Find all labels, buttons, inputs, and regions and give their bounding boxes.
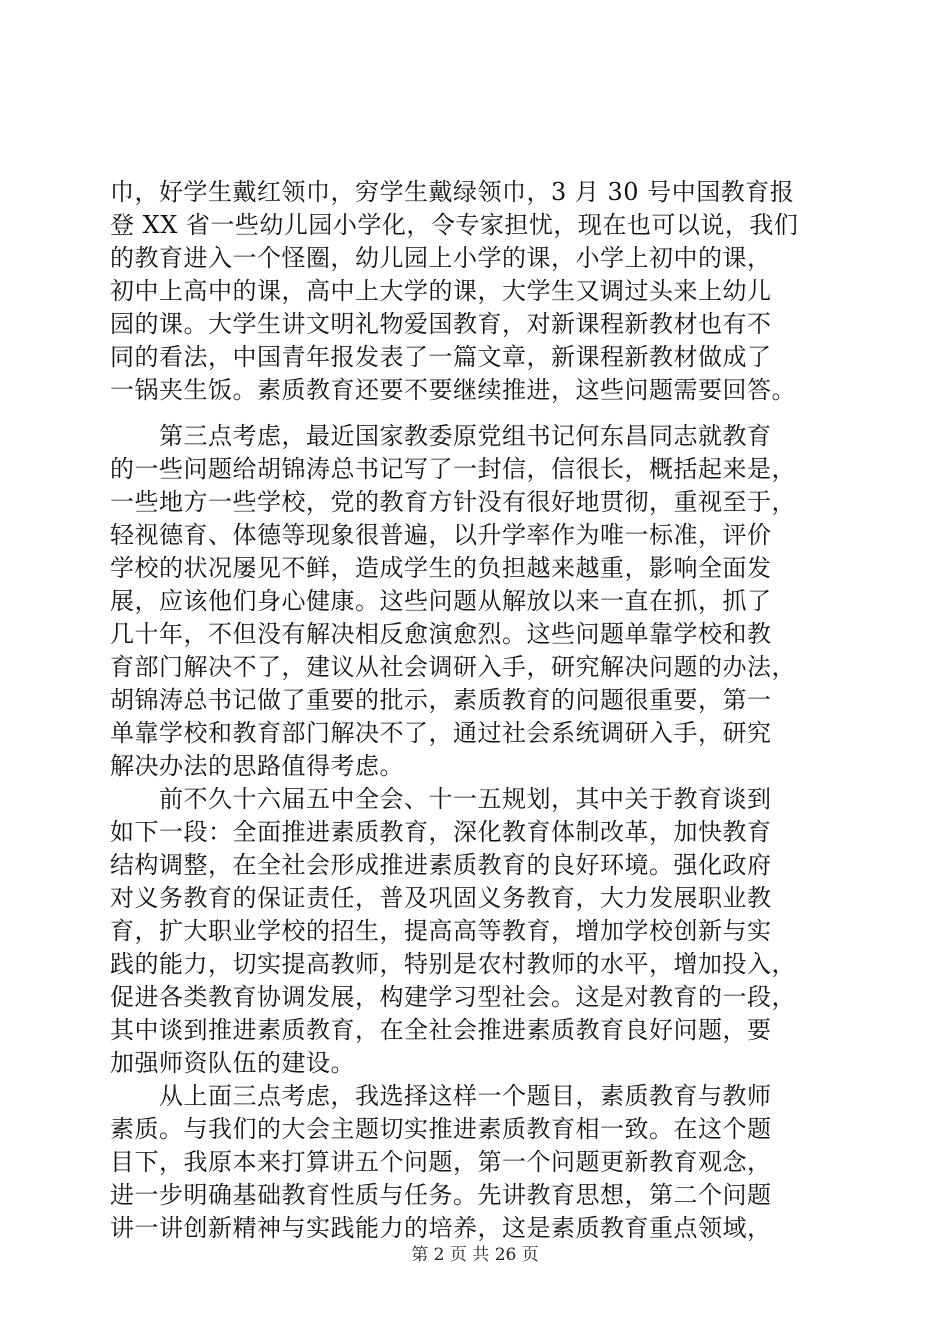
text-line: 初中上高中的课，高中上大学的课，大学生又调过头来上幼儿 <box>110 277 772 305</box>
text-line: 学校的状况屡见不鲜，造成学生的负担越来越重，影响全面发 <box>110 554 772 582</box>
text-line: 其中谈到推进素质教育，在全社会推进素质教育良好问题，要 <box>110 1016 772 1044</box>
text-line: 解决办法的思路值得考虑。 <box>110 752 404 780</box>
text-line: 对义务教育的保证责任，普及巩固义务教育，大力发展职业教 <box>110 884 772 912</box>
text-line: 同的看法，中国青年报发表了一篇文章，新课程新教材做成了 <box>110 343 772 371</box>
text-line: 的一些问题给胡锦涛总书记写了一封信，信很长，概括起来是， <box>110 455 796 483</box>
text-line: 如下一段：全面推进素质教育，深化教育体制改革，加快教育 <box>110 818 772 846</box>
text-line: 素质。与我们的大会主题切实推进素质教育相一致。在这个题 <box>110 1115 772 1143</box>
text-line: 巾，好学生戴红领巾，穷学生戴绿领巾，3 月 30 号中国教育报 <box>110 178 795 206</box>
text-line: 结构调整，在全社会形成推进素质教育的良好环境。强化政府 <box>110 851 772 879</box>
text-line: 进一步明确基础教育性质与任务。先讲教育思想，第二个问题 <box>110 1181 772 1209</box>
text-line: 的教育进入一个怪圈，幼儿园上小学的课，小学上初中的课， <box>110 244 772 272</box>
text-line: 单靠学校和教育部门解决不了，通过社会系统调研入手，研究 <box>110 719 772 747</box>
text-line: 一锅夹生饭。素质教育还要不要继续推进，这些问题需要回答。 <box>110 376 796 404</box>
text-line: 展，应该他们身心健康。这些问题从解放以来一直在抓，抓了 <box>110 587 772 615</box>
text-line: 几十年，不但没有解决相反愈演愈烈。这些问题单靠学校和教 <box>110 620 772 648</box>
text-line: 园的课。大学生讲文明礼物爱国教育，对新课程新教材也有不 <box>110 310 772 338</box>
text-line: 目下，我原本来打算讲五个问题，第一个问题更新教育观念， <box>110 1148 772 1176</box>
text-line: 促进各类教育协调发展，构建学习型社会。这是对教育的一段， <box>110 983 796 1011</box>
text-line: 前不久十六届五中全会、十一五规划，其中关于教育谈到 <box>110 785 772 813</box>
text-line: 第三点考虑，最近国家教委原党组书记何东昌同志就教育 <box>110 422 772 450</box>
text-line: 从上面三点考虑，我选择这样一个题目，素质教育与教师 <box>110 1082 772 1110</box>
paragraph-block-1 <box>110 176 850 407</box>
text-line: 一些地方一些学校，党的教育方针没有很好地贯彻，重视至于， <box>110 488 796 516</box>
text-line: 践的能力，切实提高教师，特别是农村教师的水平，增加投入， <box>110 950 796 978</box>
text-line: 育，扩大职业学校的招生，提高高等教育，增加学校创新与实 <box>110 917 772 945</box>
text-line: 加强师资队伍的建设。 <box>110 1049 355 1077</box>
text-line: 育部门解决不了，建议从社会调研入手，研究解决问题的办法， <box>110 653 796 681</box>
paragraph-block-2 <box>110 420 850 1245</box>
text-line: 胡锦涛总书记做了重要的批示，素质教育的问题很重要，第一 <box>110 686 772 714</box>
text-line: 轻视德育、体德等现象很普遍，以升学率作为唯一标准，评价 <box>110 521 772 549</box>
text-line: 登 XX 省一些幼儿园小学化，令专家担忧，现在也可以说，我们 <box>110 211 799 239</box>
text-line: 讲一讲创新精神与实践能力的培养，这是素质教育重点领域， <box>110 1214 772 1242</box>
page-number-footer: 第 2 页 共 26 页 <box>411 1245 539 1265</box>
